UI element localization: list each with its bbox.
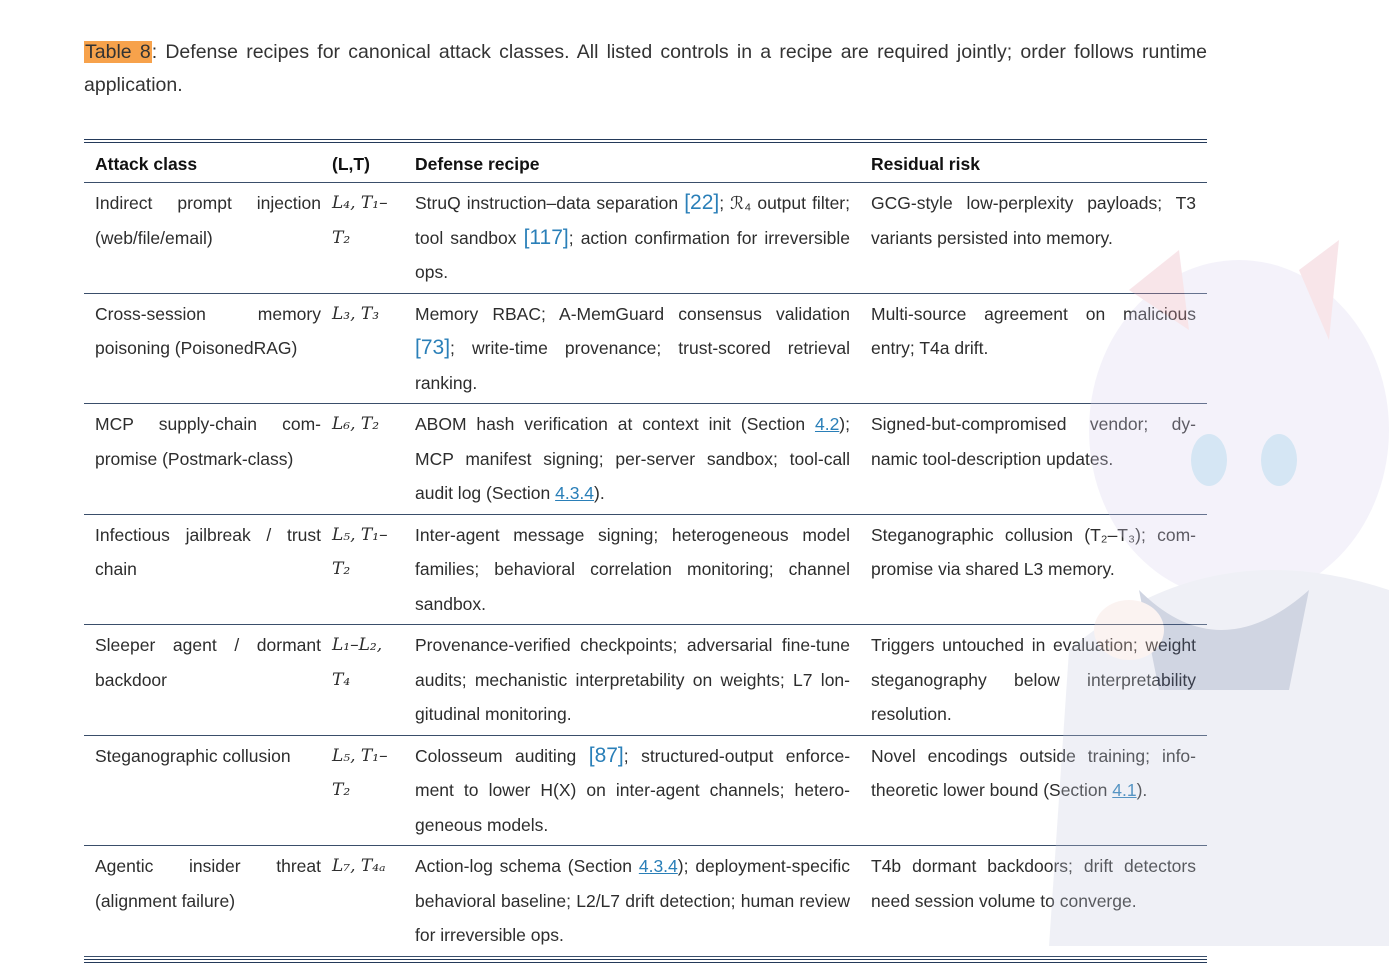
table-row (84, 625, 1207, 736)
table-row (84, 846, 1207, 957)
table-body (84, 183, 1207, 957)
table-row (84, 404, 1207, 515)
lt-cell: L₆, T₂ (332, 414, 380, 434)
lt-cell: L₇, T₄ₐ (332, 856, 386, 876)
cell-text: ; structured-output enforcement to lower H(X) on inter-agent channels; heterogeneous models. (415, 745, 851, 835)
cell-text: ; ℛ₄ output filter; tool sandbox (415, 193, 850, 248)
residual-risk-cell: T4b dormant backdoors; drift detectors need session volume to converge. (871, 856, 1196, 911)
residual-risk-cell: Triggers untouched in evaluation; weight steganography below interpretability resolution. (871, 635, 1196, 724)
header-defense-recipe: Defense recipe (415, 154, 540, 174)
citation-link[interactable]: [87] (588, 743, 624, 767)
table-row (84, 183, 1207, 294)
document-page (84, 36, 1207, 963)
residual-risk-cell: Signed-but-compromised vendor; dynamic tool-description updates. (871, 414, 1196, 469)
table-caption (84, 36, 1207, 102)
cell-text: ); MCP manifest signing; per-server sandbox; tool-call audit log (Section (415, 414, 850, 503)
defense-recipe-cell (405, 736, 860, 846)
header-lt: (L,T) (332, 154, 370, 174)
attack-class-cell: Cross-session memory poisoning (PoisonedRAG) (95, 303, 321, 358)
table-row (84, 515, 1207, 626)
table-label-highlight[interactable]: Table 8 (85, 41, 151, 63)
cell-text: ABOM hash verification at context init (Section (415, 414, 815, 434)
cell-text: ; action confirmation for irreversible ops. (415, 227, 850, 282)
cell-text: Provenance-verified checkpoints; adversarial fine-tune audits; mechanistic interpretability on weights; L7 longitudinal monitoring. (415, 635, 850, 724)
attack-class-cell: Infectious jailbreak / trust chain (95, 524, 321, 579)
defense-recipe-cell (405, 294, 860, 404)
cell-text: Action-log schema (Section (415, 856, 639, 876)
lt-cell: L₅, T₁–T₂ (332, 524, 388, 579)
lt-cell: L₄, T₁–T₂ (332, 193, 388, 248)
citation-link[interactable]: 4.3.4 (638, 856, 678, 876)
header-attack-class: Attack class (95, 154, 198, 174)
cell-text: ). (1136, 780, 1148, 800)
attack-class-cell: MCP supply-chain compromise (Postmark-class) (95, 414, 321, 469)
citation-link[interactable]: [117] (523, 225, 569, 249)
caption-text: : Defense recipes for canonical attack classes. All listed controls in a recipe are required jointly; order follows runtime application. (84, 41, 1208, 96)
citation-link[interactable]: [73] (415, 336, 451, 359)
bottom-rule (84, 959, 1207, 963)
table-row (84, 294, 1207, 405)
defense-recipe-cell (405, 625, 860, 735)
residual-risk-cell (860, 736, 1206, 846)
residual-risk-cell: Steganographic collusion (T₂–T₃); compromise via shared L3 memory. (871, 524, 1196, 579)
defense-recipe-cell (405, 846, 860, 956)
defense-recipe-cell (405, 515, 860, 625)
defense-recipe-cell (405, 404, 860, 514)
citation-link[interactable]: 4.2 (814, 414, 840, 434)
citation-link[interactable]: 4.3.4 (555, 483, 595, 503)
attack-class-cell: Steganographic collusion (95, 745, 291, 766)
citation-link[interactable]: 4.1 (1112, 780, 1137, 800)
table-header-row (84, 143, 1207, 183)
cell-text: Colosseum auditing (415, 745, 589, 766)
header-residual-risk: Residual risk (871, 154, 980, 174)
cell-text: Novel encodings outside training; info-theoretic lower bound (Section (871, 745, 1196, 800)
cell-text: ); deployment-specific behavioral baseline; L2/L7 drift detection; human review for irreversible ops. (415, 856, 850, 945)
cell-text: Inter-agent message signing; heterogeneous model families; behavioral correlation monitoring; channel sandbox. (415, 524, 850, 614)
cell-text: ; write-time provenance; trust-scored retrieval ranking. (415, 338, 850, 393)
lt-cell: L₅, T₁–T₂ (332, 745, 388, 800)
citation-link[interactable]: [22] (684, 191, 720, 214)
defense-table (84, 139, 1207, 963)
attack-class-cell: Agentic insider threat (alignment failure) (95, 856, 321, 911)
lt-cell: L₁–L₂, T₄ (332, 635, 383, 690)
defense-recipe-cell (405, 183, 860, 293)
attack-class-cell: Indirect prompt injection (web/file/email) (95, 193, 321, 248)
cell-text: StruQ instruction–data separation (415, 193, 685, 213)
residual-risk-cell: GCG-style low-perplexity payloads; T3 variants persisted into memory. (871, 193, 1196, 248)
cell-text: Memory RBAC; A-MemGuard consensus validation (415, 303, 850, 324)
table-row (84, 736, 1207, 847)
residual-risk-cell: Multi-source agreement on malicious entry; T4a drift. (871, 303, 1196, 358)
lt-cell: L₃, T₃ (332, 303, 380, 324)
attack-class-cell: Sleeper agent / dormant backdoor (95, 635, 321, 690)
cell-text: ). (594, 483, 605, 503)
